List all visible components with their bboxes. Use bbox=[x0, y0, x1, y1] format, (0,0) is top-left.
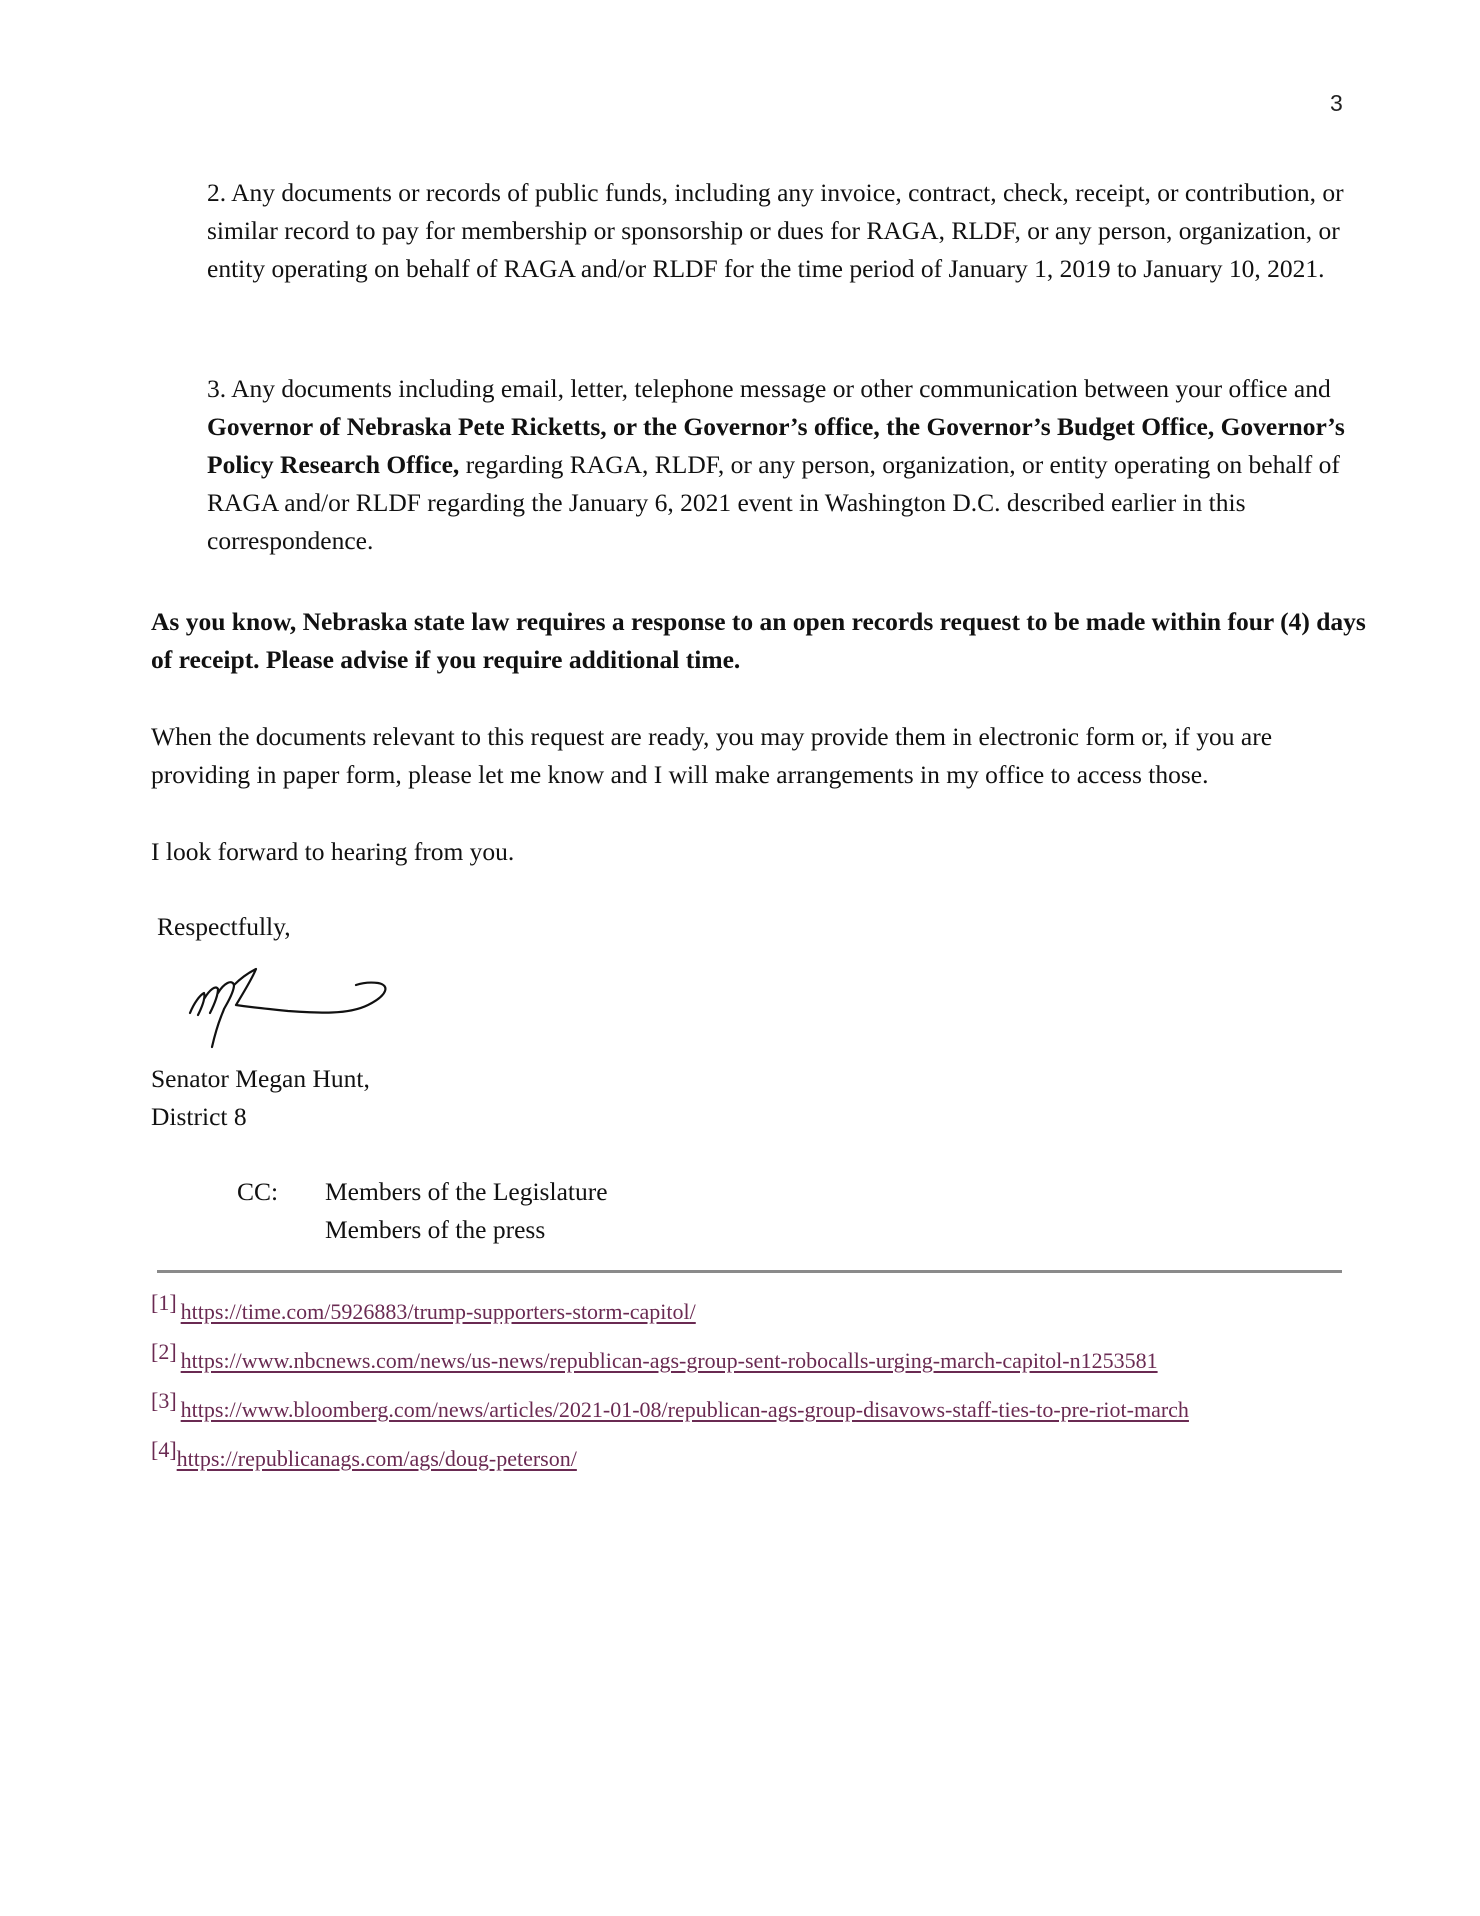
footnote-1 bbox=[151, 1290, 1351, 1339]
page-number: 3 bbox=[1330, 90, 1343, 116]
footnote-4 bbox=[151, 1437, 1351, 1486]
cc-label: CC: bbox=[237, 1177, 279, 1206]
footnote-3 bbox=[151, 1388, 1351, 1437]
request-item-3 bbox=[207, 370, 1352, 560]
request-item-3-suffix: regarding RAGA, RLDF, or any person, organization, or entity operating on behalf of RAGA and/or RLDF regarding the January 6, 2021 event in Washington D.C. described earlier in this correspondence. bbox=[207, 450, 1340, 555]
footnote-mark[interactable]: [4] bbox=[151, 1437, 177, 1462]
cc-recipients bbox=[325, 1173, 608, 1249]
closing-line: I look forward to hearing from you. bbox=[151, 837, 515, 866]
legal-notice: As you know, Nebraska state law requires a response to an open records request to be made within four (4) days of receipt. Please advise if you require additional time. bbox=[151, 607, 1366, 674]
sender-name: Senator Megan Hunt, bbox=[151, 1064, 370, 1093]
footnote-link[interactable]: https://time.com/5926883/trump-supporters-storm-capitol/ bbox=[180, 1299, 696, 1324]
footnote-2 bbox=[151, 1339, 1351, 1388]
cc-block bbox=[237, 1173, 608, 1249]
footnote-mark[interactable]: [1] bbox=[151, 1290, 177, 1315]
footnote-mark[interactable]: [2] bbox=[151, 1339, 177, 1364]
signature-image bbox=[178, 955, 418, 1055]
footnote-link[interactable]: https://republicanags.com/ags/doug-peterson/ bbox=[176, 1446, 577, 1471]
request-item-2: 2. Any documents or records of public funds, including any invoice, contract, check, receipt, or contribution, or similar record to pay for membership or sponsorship or dues for RAGA, RLDF, or any person, organization, or entity operating on behalf of RAGA and/or RLDF for the time period of January 1, 2019 to January 10, 2021. bbox=[207, 178, 1344, 283]
cc-recipient: Members of the press bbox=[325, 1215, 546, 1244]
footnote-link[interactable]: https://www.nbcnews.com/news/us-news/republican-ags-group-sent-robocalls-urging-march-capitol-n1253581 bbox=[180, 1348, 1158, 1373]
documents-paragraph: When the documents relevant to this request are ready, you may provide them in electronic form or, if you are providing in paper form, please let me know and I will make arrangements in my office to access those. bbox=[151, 722, 1273, 789]
footnotes bbox=[151, 1290, 1351, 1486]
sender-block bbox=[151, 1060, 1366, 1136]
cc-recipient: Members of the Legislature bbox=[325, 1177, 608, 1206]
footnote-link[interactable]: https://www.bloomberg.com/news/articles/2021-01-08/republican-ags-group-disavows-staff-ties-to-pre-riot-march bbox=[180, 1397, 1189, 1422]
sender-district: District 8 bbox=[151, 1102, 247, 1131]
footnote-divider bbox=[157, 1270, 1342, 1273]
footnote-mark[interactable]: [3] bbox=[151, 1388, 177, 1413]
request-item-3-bold: Governor of Nebraska Pete Ricketts, or the Governor’s office, the Governor’s Budget Office, Governor’s Policy Research Office, bbox=[207, 412, 1345, 479]
salutation: Respectfully, bbox=[157, 912, 291, 941]
request-item-3-prefix: 3. Any documents including email, letter, telephone message or other communication between your office and bbox=[207, 374, 1331, 403]
